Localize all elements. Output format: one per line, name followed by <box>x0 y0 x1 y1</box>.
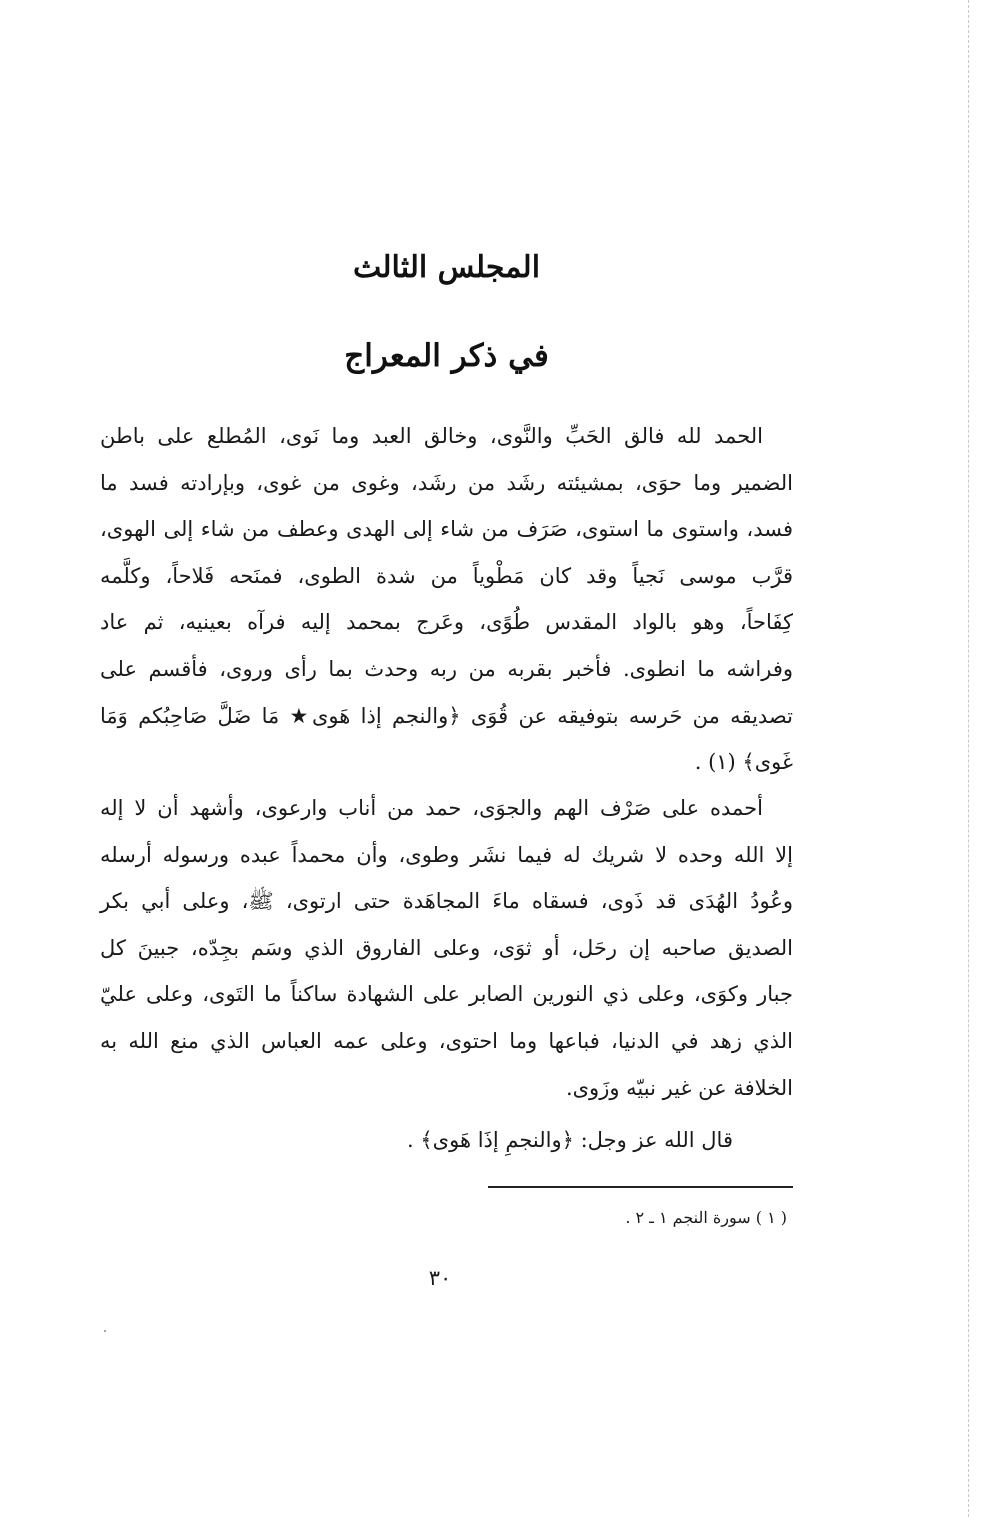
text-line: وفراشه ما انطوى. فأخبر بقربه من ربه وحدث بما رأى وروى، فأقسم على <box>100 656 793 681</box>
page-number: ٣٠ <box>428 1266 452 1290</box>
text-line: الذي زهد في الدنيا، فباعها وما احتوى، وعلى عمه العباس الذي منع الله به <box>100 1028 793 1053</box>
text-line: غَوى﴾ (١) . <box>694 750 793 775</box>
scan-edge-line <box>968 0 969 1517</box>
text-line: قرَّب موسى نَجياً وقد كان مَطْوياً من شدة الطوى، فمنَحه فَلاحاً، وكلَّمه <box>100 563 793 588</box>
footnote-divider <box>488 1186 793 1188</box>
text-line: وعُودُ الهُدَى قد ذَوى، فسقاه ماءَ المجاهَدة حتى ارتوى، ﷺ، وعلى أبي بكر <box>100 889 793 914</box>
text-line: أحمده على صَرْف الهم والجوَى، حمد من أناب وارعوى، وأشهد أن لا إله <box>100 796 763 820</box>
quran-quote: قال الله عز وجل: ﴿والنجمِ إذَا هَوى﴾ . <box>407 1128 733 1152</box>
text-line: إلا الله وحده لا شريك له فيما نشَر وطوى، وأن محمداً عبده ورسوله أرسله <box>100 842 793 867</box>
footnote: ( ١ ) سورة النجم ١ ـ ٢ . <box>625 1208 787 1227</box>
text-line: الضمير وما حوَى، بمشيئته رشَد من رشَد، وغوى من غوى، وبإرادته فسد ما <box>100 470 793 495</box>
text-line: كِفَاحاً، وهو بالواد المقدس طُوًى، وعَرج بمحمد إليه فرآه بعينيه، ثم عاد <box>100 610 793 635</box>
text-line: جبار وكوَى، وعلى ذي النورين الصابر على الشهادة ساكناً ما التَوى، وعلى عليّ <box>100 982 793 1007</box>
text-line: الصديق صاحبه إن رحَل، أو ثوَى، وعلى الفاروق الذي وسَم بجِدّه، جبينَ كل <box>100 935 793 960</box>
text-line: الخلافة عن غير نبيّه وزَوى. <box>565 1075 793 1100</box>
text-line: فسد، واستوى ما استوى، صَرَف من شاء إلى الهدى وعطف من شاء إلى الهوى، <box>100 517 793 542</box>
paragraph-opening <box>100 413 793 786</box>
paragraph-praise <box>100 785 793 1111</box>
chapter-subtitle: في ذكر المعراج <box>344 338 549 374</box>
chapter-title: المجلس الثالث <box>352 250 541 285</box>
text-line: تصديقه من حَرسه بتوفيقه عن قُوَى ﴿والنجم إذا هَوى★ مَا ضَلَّ صَاحِبُكم وَمَا <box>100 703 793 728</box>
scan-speck <box>104 1330 106 1332</box>
text-line: الحمد لله فالق الحَبِّ والنَّوى، وخالق العبد وما نَوى، المُطلع على باطن <box>100 424 763 448</box>
